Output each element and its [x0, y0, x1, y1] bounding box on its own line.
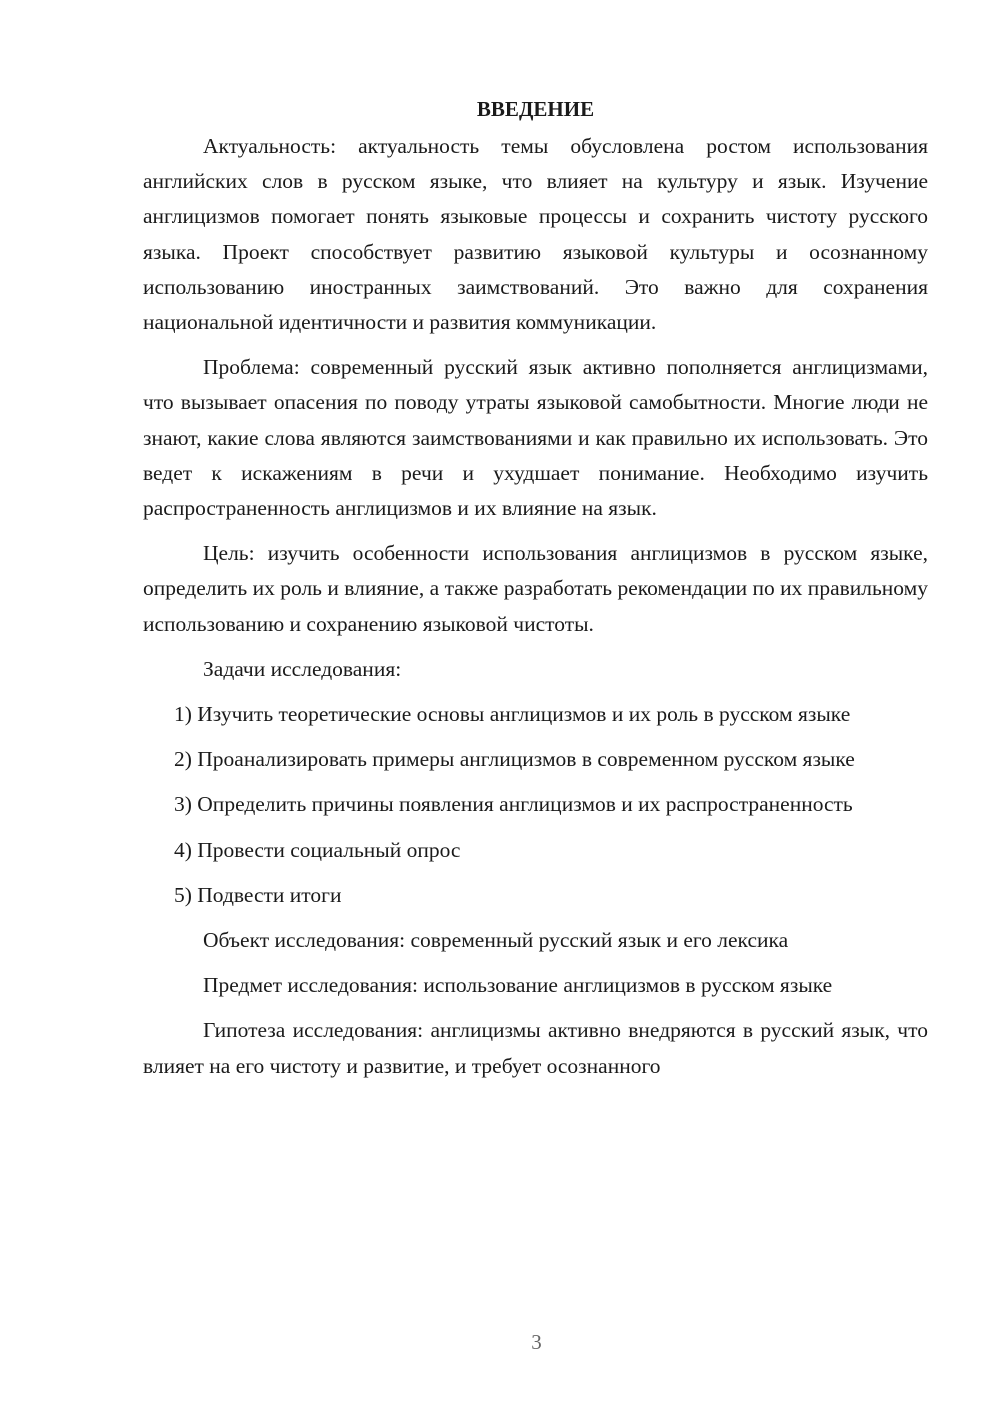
- task-item-3: 3) Определить причины появления англицизмов и их распространенность: [174, 792, 853, 817]
- document-page: [143, 92, 928, 1094]
- paragraph-relevance: Актуальность: актуальность темы обусловлена ростом использования английских слов в русском языке, что влияет на культуру и язык. Изучение англицизмов помогает понять языковые процессы и сохранить чистоту русского языка. Проект способствует развитию языковой культуры и осознанному использованию иностранных заимствований. Это важно для сохранения национальной идентичности и развития коммуникации.: [143, 134, 928, 335]
- task-item-4: 4) Провести социальный опрос: [174, 837, 461, 862]
- task-item-2: 2) Проанализировать примеры англицизмов в современном русском языке: [174, 747, 855, 772]
- tasks-title: Задачи исследования:: [203, 656, 402, 681]
- paragraph-hypothesis: Гипотеза исследования: англицизмы активно внедряются в русский язык, что влияет на его чистоту и развитие, и требует осознанного: [143, 1018, 928, 1078]
- task-item-1: 1) Изучить теоретические основы англицизмов и их роль в русском языке: [174, 702, 851, 727]
- paragraph-problem: Проблема: современный русский язык активно пополняется англицизмами, что вызывает опасения по поводу утраты языковой самобытности. Многие люди не знают, какие слова являются заимствованиями и как правильно их использовать. Это ведет к искажениям в речи и ухудшает понимание. Необходимо изучить распространенность англицизмов и их влияние на язык.: [143, 355, 928, 521]
- section-heading: ВВЕДЕНИЕ: [476, 97, 595, 121]
- page-number: 3: [531, 1330, 542, 1354]
- paragraph-goal: Цель: изучить особенности использования англицизмов в русском языке, определить их роль и влияние, а также разработать рекомендации по их правильному использованию и сохранению языковой чистоты.: [143, 541, 928, 636]
- paragraph-subject: Предмет исследования: использование англицизмов в русском языке: [203, 973, 833, 998]
- paragraph-object: Объект исследования: современный русский язык и его лексика: [203, 928, 789, 953]
- task-item-5: 5) Подвести итоги: [174, 882, 342, 907]
